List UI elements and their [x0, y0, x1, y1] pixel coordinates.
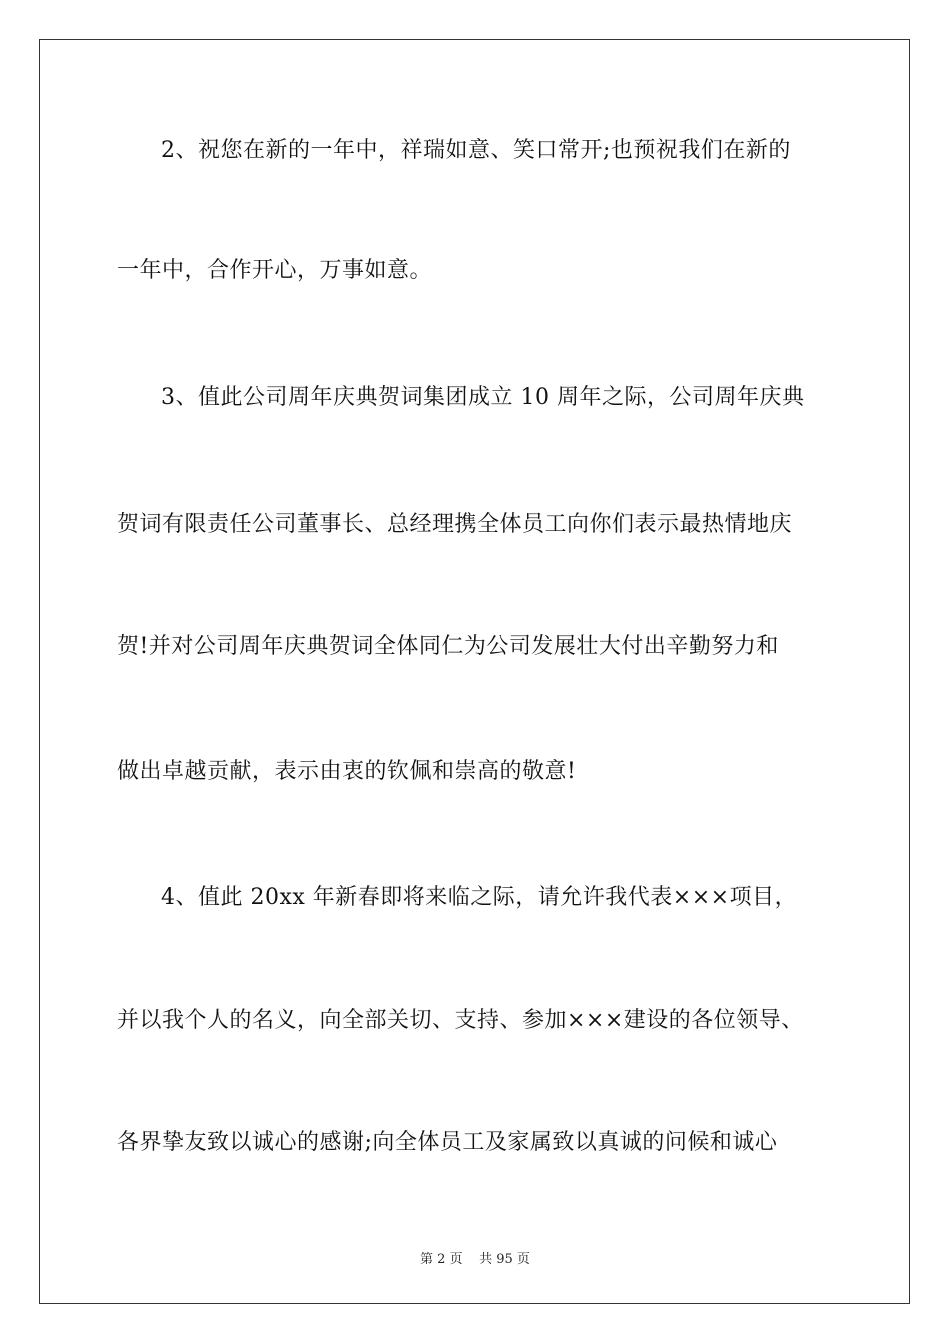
paragraph-2-line-1: 2、祝您在新的一年中，祥瑞如意、笑口常开;也预祝我们在新的 [161, 138, 791, 163]
paragraph-4-line-1: 4、值此 20xx 年新春即将来临之际，请允许我代表×××项目， [161, 885, 798, 910]
paragraph-4-line-2: 并以我个人的名义，向全部关切、支持、参加×××建设的各位领导、 [117, 1008, 804, 1033]
paragraph-3-line-3: 贺!并对公司周年庆典贺词全体同仁为公司发展壮大付出辛勤努力和 [117, 634, 779, 659]
total-pages: 共 95 页 [479, 1252, 530, 1267]
paragraph-3-line-2: 贺词有限责任公司董事长、总经理携全体员工向你们表示最热情地庆 [117, 512, 793, 537]
paragraph-4-line-3: 各界挚友致以诚心的感谢;向全体员工及家属致以真诚的问候和诚心 [117, 1130, 778, 1155]
page-border [39, 39, 910, 1304]
page-number: 第 2 页 [420, 1252, 463, 1267]
paragraph-2-line-2: 一年中，合作开心，万事如意。 [117, 258, 433, 283]
page-footer [0, 1248, 950, 1267]
paragraph-3-line-4: 做出卓越贡献，表示由衷的钦佩和崇高的敬意! [117, 759, 577, 784]
paragraph-3-line-1: 3、值此公司周年庆典贺词集团成立 10 周年之际，公司周年庆典 [161, 385, 805, 410]
